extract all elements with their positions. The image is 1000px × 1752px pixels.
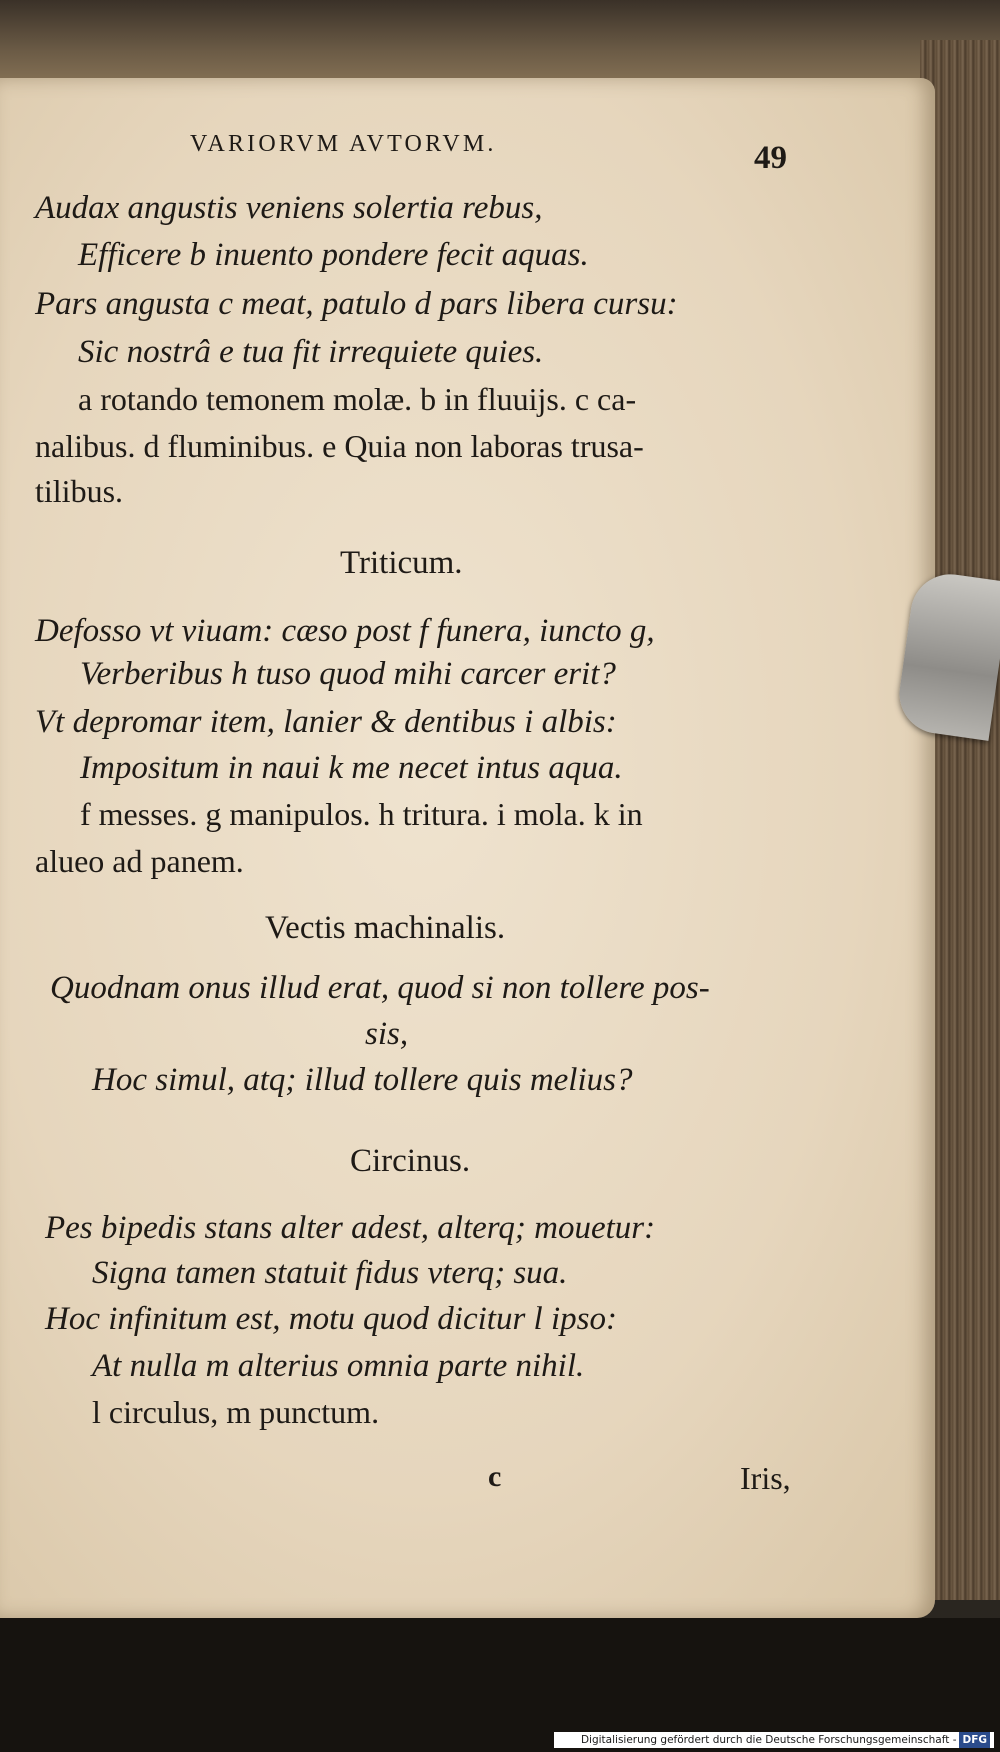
verse-line: Signa tamen statuit fidus vterq; sua. [92,1255,568,1291]
verse-line: Hoc simul, atq; illud tollere quis melius? [92,1062,633,1098]
verse-line: Impositum in naui k me necet intus aqua. [80,750,623,786]
section-title: Triticum. [340,545,463,581]
gloss-line: a rotando temonem molæ. b in fluuijs. c ca- [78,381,637,417]
section-title: Circinus. [350,1143,471,1179]
running-head: VARIORVM AVTORVM. [190,131,497,157]
section-title: Vectis machinalis. [265,910,506,946]
gloss-line: l circulus, m punctum. [92,1394,380,1430]
gloss-line: tilibus. [35,473,124,509]
verse-line: Pes bipedis stans alter adest, alterq; mouetur: [45,1210,656,1246]
gloss-line: nalibus. d fluminibus. e Quia non laboras trusa- [35,428,644,464]
verse-line: At nulla m alterius omnia parte nihil. [92,1348,585,1384]
verse-line: Hoc infinitum est, motu quod dicitur l ipso: [45,1301,617,1337]
book-top-edge [0,0,1000,90]
digitization-credit [554,1732,994,1748]
verse-line: Verberibus h tuso quod mihi carcer erit? [80,656,616,692]
catchword: Iris, [740,1460,791,1496]
gloss-line: f messes. g manipulos. h tritura. i mola. k in [80,796,643,832]
credit-text: Digitalisierung gefördert durch die Deutsche Forschungsgemeinschaft - [580,1734,957,1746]
verse-line: Vt depromar item, lanier & dentibus i albis: [35,704,617,740]
dfg-logo: DFG [959,1732,990,1748]
gloss-line: alueo ad panem. [35,843,244,879]
verse-line: Defosso vt viuam: cæso post f funera, iuncto g, [35,613,655,649]
signature-mark: c [488,1460,502,1493]
folio-number: 49 [754,140,787,176]
verse-line: Efficere b inuento pondere fecit aquas. [78,237,589,273]
verse-line: Audax angustis veniens solertia rebus, [35,190,543,226]
verse-line: Pars angusta c meat, patulo d pars libera cursu: [35,286,678,322]
verse-line: Sic nostrâ e tua fit irrequiete quies. [78,334,544,370]
verse-line: Quodnam onus illud erat, quod si non tollere pos- [50,970,710,1006]
verse-line: sis, [365,1016,409,1052]
